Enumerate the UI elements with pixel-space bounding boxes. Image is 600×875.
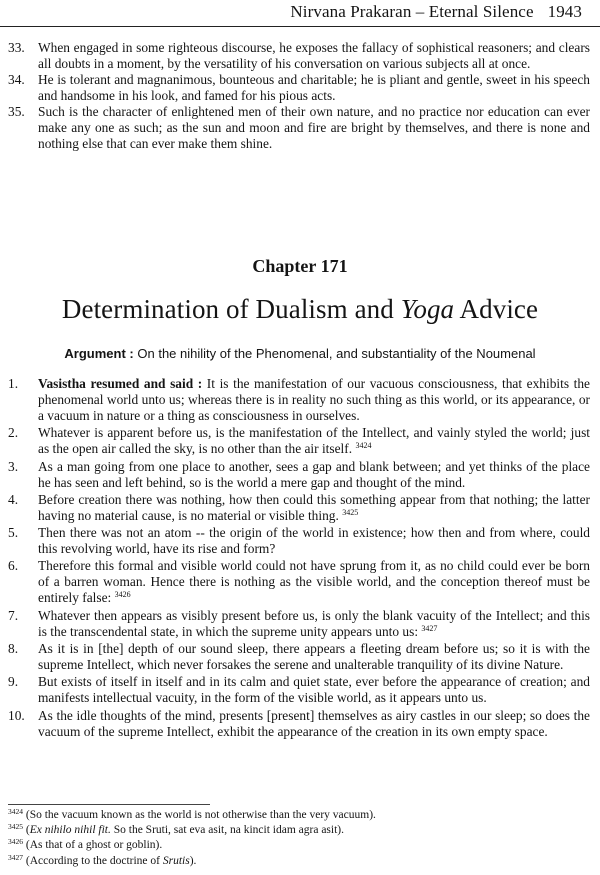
chapter-label: Chapter 171 [252, 256, 348, 276]
verse-text [38, 708, 590, 740]
footnote-text-tail: ). [189, 854, 197, 867]
footnote [8, 823, 376, 838]
footnote-text: ( [25, 824, 30, 837]
footnote-number: 3426 [8, 837, 23, 847]
footnote-number: 3425 [8, 822, 23, 832]
chapter-title-italic: Yoga [400, 294, 455, 324]
verse-number: 10. [8, 707, 25, 723]
footnote-number: 3424 [8, 807, 23, 816]
argument-line [0, 346, 600, 361]
verse-body: Therefore this formal and visible world could not have sprung from it, as no child could ever be born of a barren woman. Hence there is nothing as the visible world, and the conception thereof must be entirely false: [38, 558, 590, 606]
argument-label: Argument : [64, 346, 134, 361]
verse-item [8, 708, 590, 740]
verse-body: But exists of itself in itself and in its calm and quiet state, ever before the appearance of creation; and manifests intellectual vacuity, in the form of the visible world, as it appears unto us. [38, 674, 590, 706]
verse-item [8, 72, 590, 104]
footnote-italic: Ex nihilo nihil fit. [29, 824, 111, 837]
verse-body: As the idle thoughts of the mind, presents [present] themselves as airy castles in our sleep; so does the vacuum of the supreme Intellect, exhibit the appearance of the creation in its own empty space. [38, 707, 590, 739]
verse-text [38, 459, 590, 491]
footnotes [8, 808, 376, 869]
footnote-text-tail: So the Sruti, sat eva asit, na kincit idam agra asit). [110, 824, 344, 837]
verse-item [8, 674, 590, 706]
verse-body: Whatever then appears as visibly present before us, is only the blank vacuity of the Intellect; and this is the transcendental state, in which the supreme unity appears unto us: [38, 607, 590, 639]
verse-number: 4. [8, 491, 19, 507]
footnote-text: (According to the doctrine of [25, 854, 163, 867]
verse-text: Such is the character of enlightened men of their own nature, and no practice nor education can ever make any one as such; as the sun and moon and fire are bright by themselves, and there is none and nothing else that can ever make them shine. [38, 104, 590, 151]
verse-text [38, 674, 590, 706]
argument-text: On the nihility of the Phenomenal, and substantiality of the Noumenal [133, 346, 536, 361]
verse-text [38, 608, 590, 640]
verse-body: Whatever is apparent before us, is the manifestation of the Intellect, and vainly styled the world; just as the open air called the sky, is no other than the air itself. [38, 425, 590, 457]
chapter-title [0, 294, 600, 325]
footnote [8, 808, 376, 823]
running-header [290, 2, 582, 22]
header-rule [0, 26, 600, 27]
footnote-ref: 3424 [355, 441, 372, 451]
verse-number: 2. [8, 425, 19, 441]
footnote-text: (As that of a ghost or goblin). [25, 839, 163, 852]
verse-text [38, 525, 590, 557]
verse-item [8, 459, 590, 491]
verse-body: As it is in [the] depth of our sound sleep, there appears a fleeting dream before us; so it is with the supreme Intellect, which never forsakes the serene and unalterable tranquility of its divine Nature. [38, 641, 590, 673]
verse-number: 8. [8, 641, 19, 657]
verse-number: 6. [8, 558, 19, 574]
page-number: 1943 [547, 2, 582, 21]
footnote-rule [8, 804, 210, 805]
footnote-ref: 3425 [342, 507, 359, 517]
footnote-ref: 3426 [114, 590, 131, 600]
footnote-ref: 3427 [421, 623, 438, 633]
verse-number: 9. [8, 674, 19, 690]
verse-number: 33. [8, 40, 25, 55]
verse-body: Then there was not an atom -- the origin of the world in existence; how then and from where, could this revolving world, have its rise and form? [38, 525, 590, 557]
verse-item [8, 376, 590, 424]
verse-text: When engaged in some righteous discourse, he exposes the fallacy of sophistical reasoners; and clears all doubts in a moment, by the versatility of his conversation on various subjects all at once. [38, 40, 590, 71]
footnote-number: 3427 [8, 852, 23, 862]
verse-text [38, 558, 590, 606]
header-title: Nirvana Prakaran – Eternal Silence [290, 2, 534, 21]
verse-lead: Vasistha resumed and said : [38, 376, 203, 391]
verse-number: 3. [8, 458, 19, 474]
verse-number: 7. [8, 607, 19, 623]
chapter-title-post: Advice [454, 294, 539, 324]
verse-text [38, 376, 590, 424]
verse-text [38, 425, 590, 457]
footnote-italic: Srutis [162, 854, 190, 867]
verse-number: 1. [8, 376, 19, 391]
footnote [8, 838, 376, 853]
verse-number: 35. [8, 104, 25, 119]
chapter-verses [8, 376, 590, 741]
footnote [8, 854, 376, 869]
verse-text: He is tolerant and magnanimous, bounteous and charitable; he is pliant and gentle, sweet in his speech and handsome in his look, and famed for his pious acts. [38, 72, 590, 103]
verse-item [8, 525, 590, 557]
verse-number: 34. [8, 72, 25, 87]
verse-body: Before creation there was nothing, how then could this something appear from that nothing; the latter having no material cause, is no material or visible thing. [38, 491, 590, 523]
continued-verses [8, 40, 590, 152]
verse-item [8, 608, 590, 640]
verse-item [8, 104, 590, 152]
verse-item [8, 425, 590, 457]
verse-item [8, 641, 590, 673]
verse-body: It is the manifestation of our vacuous consciousness, that exhibits the phenomenal world unto us; whereas there is in reality no such thing as this world, or its appearance, or a vacuum in nature or a thing as consciousness in ourselves. [38, 376, 590, 423]
footnote-text: (So the vacuum known as the world is not otherwise than the very vacuum). [25, 809, 376, 821]
verse-body: As a man going from one place to another, sees a gap and blank between; and yet thinks of the place he has seen and left behind, so is the world a mere gap and thought of the mind. [38, 458, 590, 490]
verse-item [8, 40, 590, 72]
chapter-title-pre: Determination of Dualism and [61, 294, 401, 324]
verse-item [8, 492, 590, 524]
verse-item [8, 558, 590, 606]
verse-text [38, 492, 590, 524]
verse-number: 5. [8, 525, 19, 541]
verse-text [38, 641, 590, 673]
